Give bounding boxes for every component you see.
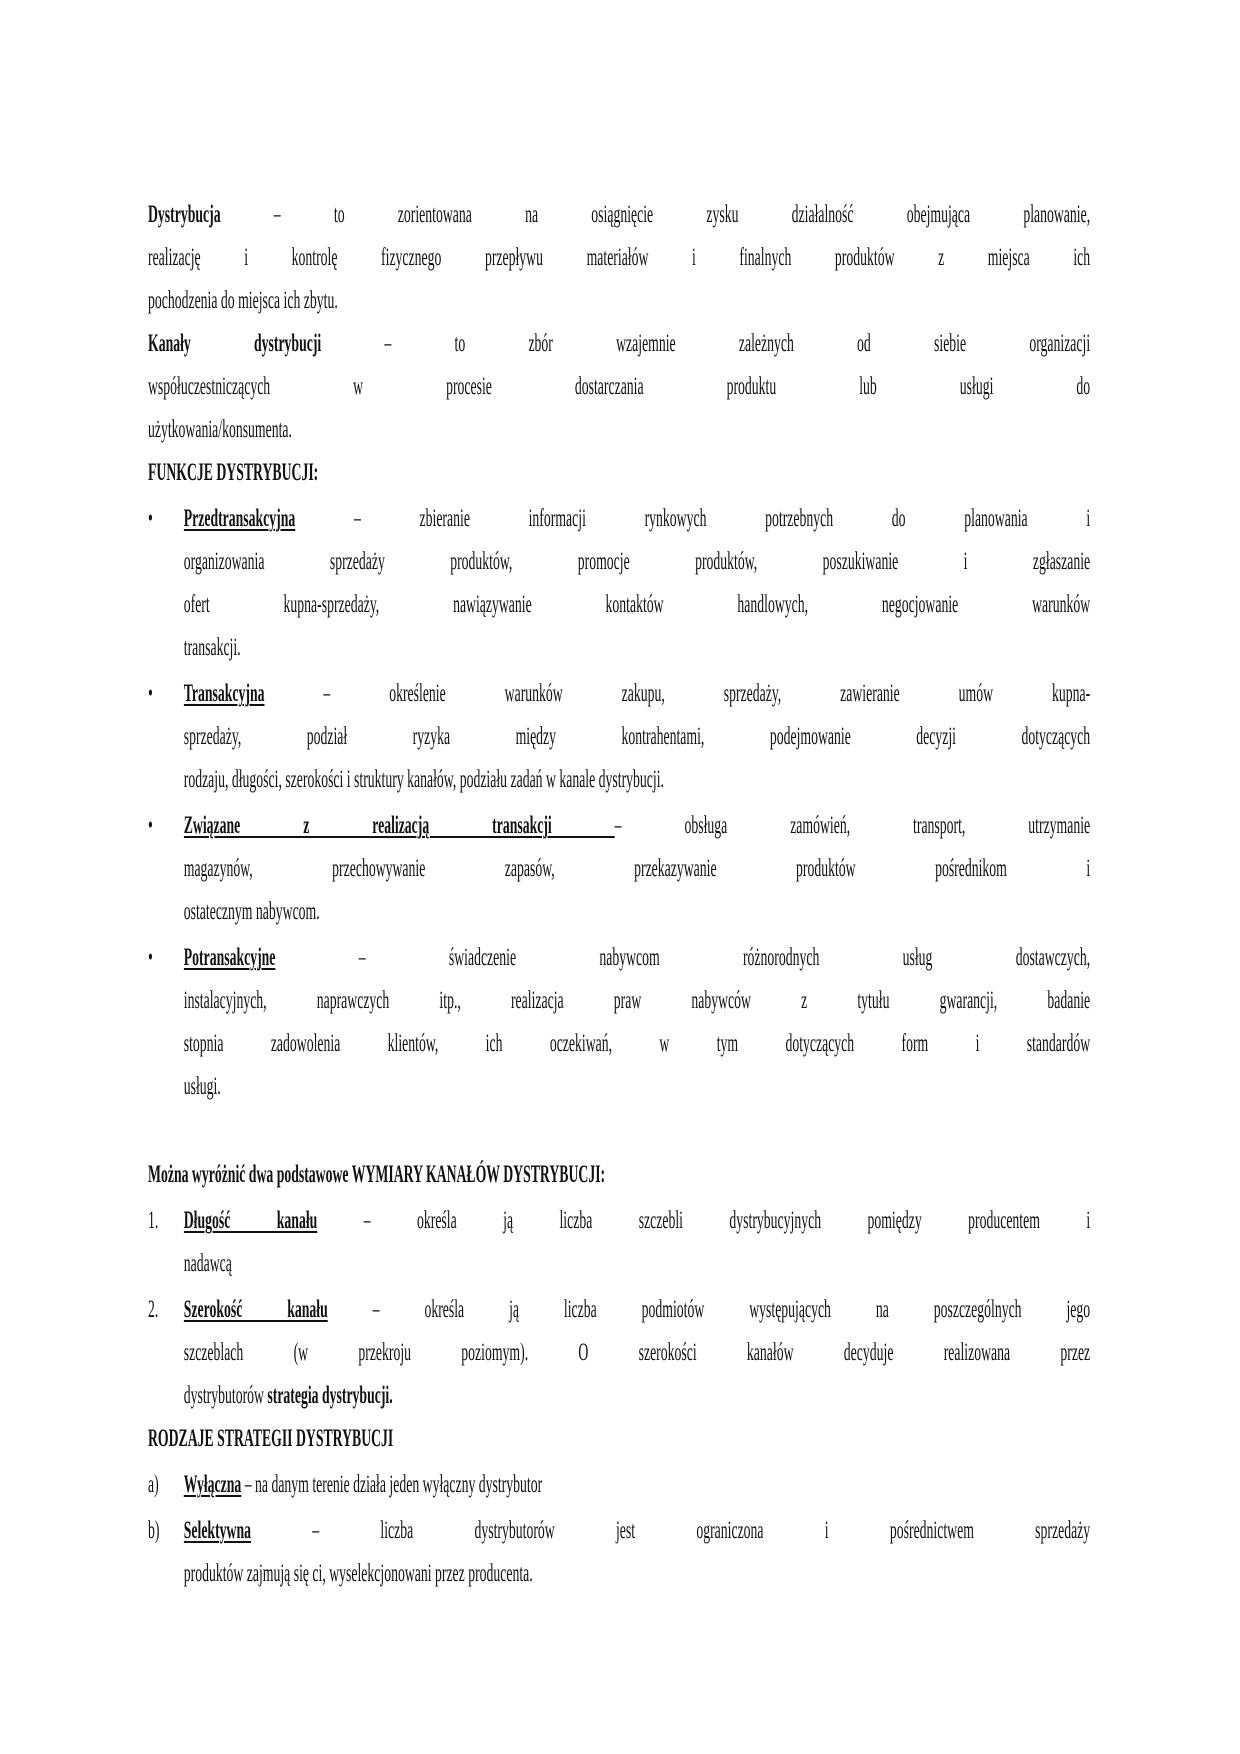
term-label: Związane z realizacją transakcji bbox=[183, 812, 615, 839]
body-text: ofert kupna-sprzedaży, nawiązywanie kontaktów handlowych, negocjowanie warunków bbox=[183, 591, 1091, 618]
body-text: – określenie warunków zakupu, sprzedaży, zawieranie umów kupna- bbox=[264, 680, 1091, 707]
text-line bbox=[184, 804, 1090, 847]
body-text: stopnia zadowolenia klientów, ich oczekiwań, w tym dotyczących form i standardów bbox=[183, 1030, 1091, 1057]
text-line bbox=[184, 1374, 1090, 1417]
bullet-icon: • bbox=[148, 944, 153, 971]
text-line bbox=[184, 1552, 1090, 1595]
section-heading bbox=[148, 1153, 1090, 1196]
list-item bbox=[148, 1509, 1090, 1595]
text-line bbox=[148, 451, 1090, 494]
body-text: ostatecznym nabywcom. bbox=[183, 898, 320, 925]
list-item bbox=[148, 936, 1090, 1108]
term-label: Wyłączna bbox=[183, 1471, 242, 1498]
bold-text: FUNKCJE DYSTRYBUCJI: bbox=[148, 459, 319, 486]
bullet-icon: • bbox=[148, 505, 153, 532]
list-marker: a) bbox=[148, 1471, 159, 1498]
term-label: Potransakcyjne bbox=[183, 944, 276, 971]
body-text: dystrybutorów bbox=[183, 1382, 268, 1409]
text-line bbox=[184, 1463, 1090, 1506]
text-line bbox=[184, 626, 1090, 669]
text-line bbox=[184, 1065, 1090, 1108]
body-text: pochodzenia do miejsca ich zbytu. bbox=[148, 287, 338, 314]
bold-text: RODZAJE STRATEGII DYSTRYBUCJI bbox=[148, 1425, 394, 1452]
text-line bbox=[184, 1331, 1090, 1374]
body-text: rodzaju, długości, szerokości i struktury kanałów, podziału zadań w kanale dystrybucji. bbox=[183, 766, 664, 793]
text-line bbox=[184, 890, 1090, 933]
body-text: nadawcą bbox=[183, 1250, 232, 1277]
body-text: sprzedaży, podział ryzyka między kontrahentami, podejmowanie decyzji dotyczących bbox=[183, 723, 1091, 750]
body-text: instalacyjnych, naprawczych itp., realizacja praw nabywców z tytułu gwarancji, badanie bbox=[183, 987, 1091, 1014]
body-text: produktów zajmują się ci, wyselekcjonowani przez producenta. bbox=[183, 1560, 533, 1587]
text-line bbox=[148, 279, 1090, 322]
text-line bbox=[184, 497, 1090, 540]
body-text: magazynów, przechowywanie zapasów, przekazywanie produktów pośrednikom i bbox=[183, 855, 1091, 882]
body-text: – świadczenie nabywcom różnorodnych usług dostawczych, bbox=[275, 944, 1091, 971]
bullet-icon: • bbox=[148, 812, 153, 839]
text-line bbox=[184, 758, 1090, 801]
text-line bbox=[184, 1199, 1090, 1242]
list-marker: 1. bbox=[148, 1207, 159, 1234]
term-label: Przedtransakcyjna bbox=[183, 505, 296, 532]
term-label: Selektywna bbox=[183, 1517, 251, 1544]
body-text: – określa ją liczba szczebli dystrybucyjnych pomiędzy producentem i bbox=[317, 1207, 1091, 1234]
text-line bbox=[184, 1242, 1090, 1285]
list-marker: b) bbox=[148, 1517, 160, 1544]
body-text: realizację i kontrolę fizycznego przepływu materiałów i finalnych produktów z miejsca ich bbox=[148, 244, 1091, 271]
body-text: szczeblach (w przekroju poziomym). O szerokości kanałów decyduje realizowana przez bbox=[183, 1339, 1091, 1366]
section-heading bbox=[148, 1417, 1090, 1460]
text-line bbox=[184, 672, 1090, 715]
text-line bbox=[148, 408, 1090, 451]
list-item bbox=[148, 1288, 1090, 1417]
body-text: organizowania sprzedaży produktów, promocje produktów, poszukiwanie i zgłaszanie bbox=[183, 548, 1091, 575]
paragraph bbox=[148, 193, 1090, 322]
list-item bbox=[148, 1463, 1090, 1506]
text-line bbox=[148, 1153, 1090, 1196]
list-item bbox=[148, 804, 1090, 933]
bold-text: Dystrybucja bbox=[148, 201, 221, 228]
list-item bbox=[148, 672, 1090, 801]
text-line bbox=[184, 979, 1090, 1022]
paragraph bbox=[148, 322, 1090, 451]
body-text: użytkowania/konsumenta. bbox=[148, 416, 292, 443]
body-text: – na danym terenie działa jeden wyłączny dystrybutor bbox=[241, 1471, 543, 1498]
text-line bbox=[184, 1509, 1090, 1552]
text-line bbox=[184, 540, 1090, 583]
body-text: – to zorientowana na osiągnięcie zysku działalność obejmująca planowanie, bbox=[220, 201, 1091, 228]
body-text: – zbieranie informacji rynkowych potrzebnych do planowania i bbox=[295, 505, 1091, 532]
text-line bbox=[184, 1288, 1090, 1331]
bold-text: Można wyróżnić dwa podstawowe WYMIARY KANAŁÓW DYSTRYBUCJI: bbox=[148, 1161, 606, 1188]
body-text: usługi. bbox=[183, 1073, 221, 1100]
text-line bbox=[184, 1022, 1090, 1065]
text-line bbox=[184, 715, 1090, 758]
section-heading bbox=[148, 451, 1090, 494]
text-line bbox=[148, 236, 1090, 279]
body-text: – to zbór wzajemnie zależnych od siebie organizacji bbox=[321, 330, 1091, 357]
bold-text: strategia dystrybucji. bbox=[267, 1382, 393, 1409]
list-item bbox=[148, 497, 1090, 669]
text-line bbox=[148, 1417, 1090, 1460]
bold-text: Kanały dystrybucji bbox=[148, 330, 322, 357]
body-text: współuczestniczących w procesie dostarczania produktu lub usługi do bbox=[148, 373, 1091, 400]
text-line bbox=[184, 847, 1090, 890]
text-line bbox=[184, 583, 1090, 626]
term-label: Transakcyjna bbox=[183, 680, 265, 707]
body-text: – określa ją liczba podmiotów występujących na poszczególnych jego bbox=[327, 1296, 1091, 1323]
text-line bbox=[148, 365, 1090, 408]
text-line bbox=[148, 193, 1090, 236]
text-line bbox=[148, 322, 1090, 365]
body-text: transakcji. bbox=[183, 634, 241, 661]
list-item bbox=[148, 1199, 1090, 1285]
body-text: – liczba dystrybutorów jest ograniczona i pośrednictwem sprzedaży bbox=[250, 1517, 1091, 1544]
document-page bbox=[148, 193, 1090, 1595]
term-label: Szerokość kanału bbox=[183, 1296, 328, 1323]
term-label: Długość kanału bbox=[183, 1207, 318, 1234]
bullet-icon: • bbox=[148, 680, 153, 707]
list-marker: 2. bbox=[148, 1296, 159, 1323]
body-text: – obsługa zamówień, transport, utrzymanie bbox=[614, 812, 1091, 839]
text-line bbox=[184, 936, 1090, 979]
